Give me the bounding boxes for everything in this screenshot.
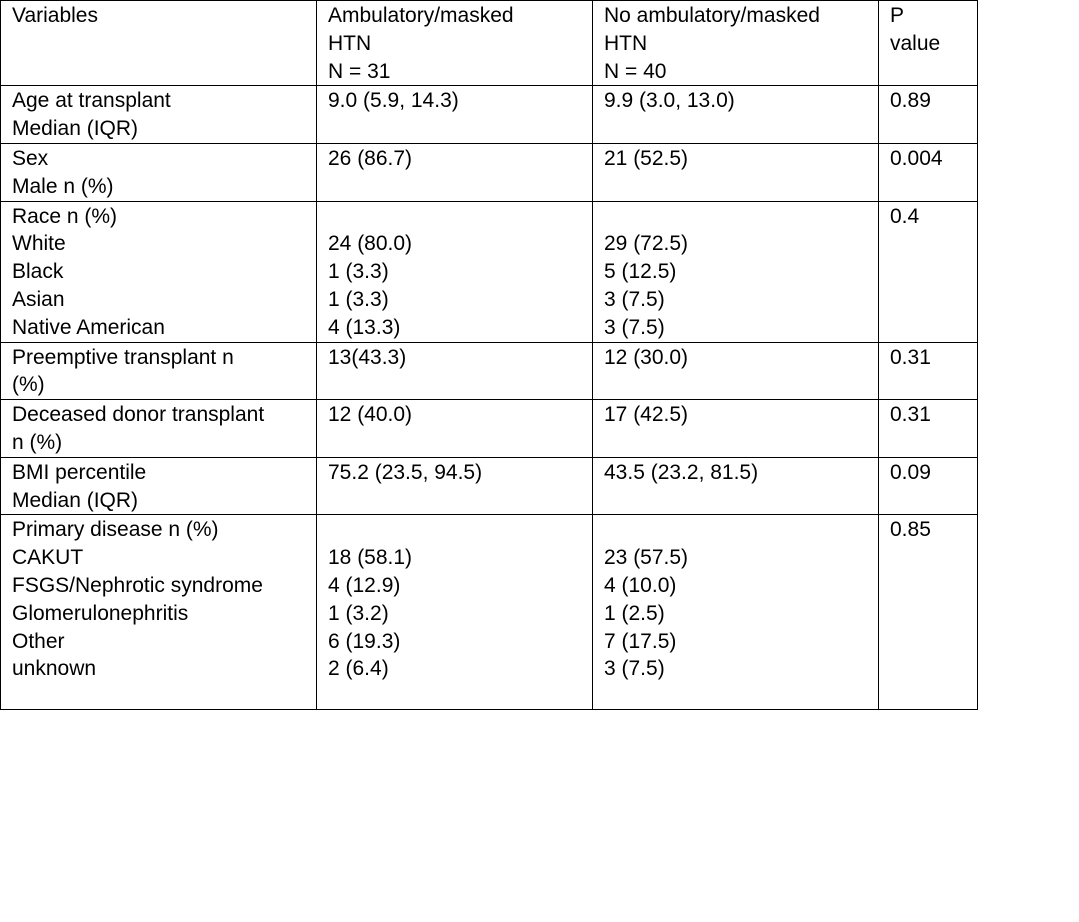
cell-line: 0.4 xyxy=(890,204,920,228)
ambulatory-cell xyxy=(317,400,593,458)
p-value-cell xyxy=(879,400,978,458)
cell-line: Primary disease n (%) xyxy=(12,518,219,542)
no-ambulatory-cell xyxy=(593,342,879,400)
variable-cell xyxy=(1,201,317,342)
cell-line xyxy=(328,516,582,544)
cell-line: (%) xyxy=(12,373,45,397)
variable-cell xyxy=(1,515,317,710)
cell-line: 24 (80.0) xyxy=(328,232,413,256)
no-ambulatory-cell xyxy=(593,143,879,201)
cell-line: Age at transplant xyxy=(12,89,171,113)
table-body xyxy=(1,1,978,710)
cell-line: 0.85 xyxy=(890,518,931,542)
cell-line xyxy=(604,203,868,231)
header-text: P xyxy=(890,4,905,27)
table-row xyxy=(1,143,978,201)
cell-line: 0.004 xyxy=(890,146,943,170)
cell-line: Glomerulonephritis xyxy=(12,601,189,625)
cell-line: 43.5 (23.2, 81.5) xyxy=(604,460,759,484)
variable-cell xyxy=(1,457,317,515)
cell-line: Asian xyxy=(12,287,65,311)
header-cell-p-value xyxy=(879,1,978,86)
cell-line: 4 (12.9) xyxy=(328,573,401,597)
cell-line: n (%) xyxy=(12,430,63,454)
cell-line: 0.31 xyxy=(890,345,931,369)
cell-line: BMI percentile xyxy=(12,460,147,484)
table-row xyxy=(1,201,978,342)
p-value-cell xyxy=(879,457,978,515)
table-row xyxy=(1,400,978,458)
ambulatory-cell xyxy=(317,201,593,342)
cell-line: 4 (13.3) xyxy=(328,315,401,339)
cell-line: 18 (58.1) xyxy=(328,546,413,570)
cell-line: 5 (12.5) xyxy=(604,260,677,284)
variable-cell xyxy=(1,143,317,201)
table-row xyxy=(1,515,978,710)
p-value-cell xyxy=(879,342,978,400)
ambulatory-cell xyxy=(317,515,593,710)
p-value-cell xyxy=(879,86,978,144)
ambulatory-cell xyxy=(317,342,593,400)
variable-cell xyxy=(1,86,317,144)
cell-line: 29 (72.5) xyxy=(604,232,689,256)
cell-line: Race n (%) xyxy=(12,204,118,228)
variable-cell xyxy=(1,400,317,458)
header-text: N = 40 xyxy=(604,59,667,83)
header-text: HTN xyxy=(604,31,648,55)
header-cell-no-ambulatory xyxy=(593,1,879,86)
cell-line: 3 (7.5) xyxy=(604,657,665,681)
cell-line: White xyxy=(12,232,66,256)
cell-line: 17 (42.5) xyxy=(604,403,689,427)
p-value-cell xyxy=(879,515,978,710)
cell-line: 2 (6.4) xyxy=(328,657,389,681)
table-row xyxy=(1,457,978,515)
cell-line: 1 (2.5) xyxy=(604,601,665,625)
cell-line: 4 (10.0) xyxy=(604,573,677,597)
ambulatory-cell xyxy=(317,143,593,201)
cell-line: 75.2 (23.5, 94.5) xyxy=(328,460,483,484)
cell-line: Preemptive transplant n xyxy=(12,345,234,369)
cell-line: 1 (3.3) xyxy=(328,287,389,311)
cell-line: 0.89 xyxy=(890,89,931,113)
cell-line: Deceased donor transplant xyxy=(12,403,265,427)
cell-line: 3 (7.5) xyxy=(604,315,665,339)
cell-line: 3 (7.5) xyxy=(604,287,665,311)
header-cell-variables xyxy=(1,1,317,86)
cell-line: 13(43.3) xyxy=(328,345,407,369)
table-row xyxy=(1,342,978,400)
cell-line: Median (IQR) xyxy=(12,488,139,512)
cell-line: 9.0 (5.9, 14.3) xyxy=(328,89,459,113)
cell-line: 26 (86.7) xyxy=(328,146,413,170)
header-row xyxy=(1,1,978,86)
ambulatory-cell xyxy=(317,86,593,144)
cell-line: Native American xyxy=(12,315,165,339)
no-ambulatory-cell xyxy=(593,400,879,458)
cell-line: 1 (3.3) xyxy=(328,260,389,284)
no-ambulatory-cell xyxy=(593,86,879,144)
variable-cell xyxy=(1,342,317,400)
cell-line: Other xyxy=(12,629,65,653)
cell-line xyxy=(604,516,868,544)
cell-line: 7 (17.5) xyxy=(604,629,677,653)
cell-line: 0.09 xyxy=(890,460,931,484)
cell-line: Male n (%) xyxy=(12,174,114,198)
cell-line xyxy=(328,203,582,231)
header-text: value xyxy=(890,31,941,55)
header-text: Variables xyxy=(12,4,98,27)
p-value-cell xyxy=(879,143,978,201)
cell-line: FSGS/Nephrotic syndrome xyxy=(12,573,263,597)
cell-line: CAKUT xyxy=(12,546,84,570)
header-text: HTN xyxy=(328,31,372,55)
cell-line: 23 (57.5) xyxy=(604,546,689,570)
no-ambulatory-cell xyxy=(593,457,879,515)
header-text: Ambulatory/masked xyxy=(328,4,514,27)
cell-line: unknown xyxy=(12,657,97,681)
cell-line: 6 (19.3) xyxy=(328,629,401,653)
header-text: No ambulatory/masked xyxy=(604,4,820,27)
cell-line: Median (IQR) xyxy=(12,117,139,141)
header-cell-ambulatory xyxy=(317,1,593,86)
cell-line: Sex xyxy=(12,146,49,170)
no-ambulatory-cell xyxy=(593,201,879,342)
ambulatory-cell xyxy=(317,457,593,515)
table-row xyxy=(1,86,978,144)
cell-line: 9.9 (3.0, 13.0) xyxy=(604,89,735,113)
cell-line: 0.31 xyxy=(890,403,931,427)
cell-line: 21 (52.5) xyxy=(604,146,689,170)
cell-line: 12 (30.0) xyxy=(604,345,689,369)
header-text: N = 31 xyxy=(328,59,391,83)
p-value-cell xyxy=(879,201,978,342)
cell-line: Black xyxy=(12,260,64,284)
no-ambulatory-cell xyxy=(593,515,879,710)
cell-line: 1 (3.2) xyxy=(328,601,389,625)
cell-line: 12 (40.0) xyxy=(328,403,413,427)
